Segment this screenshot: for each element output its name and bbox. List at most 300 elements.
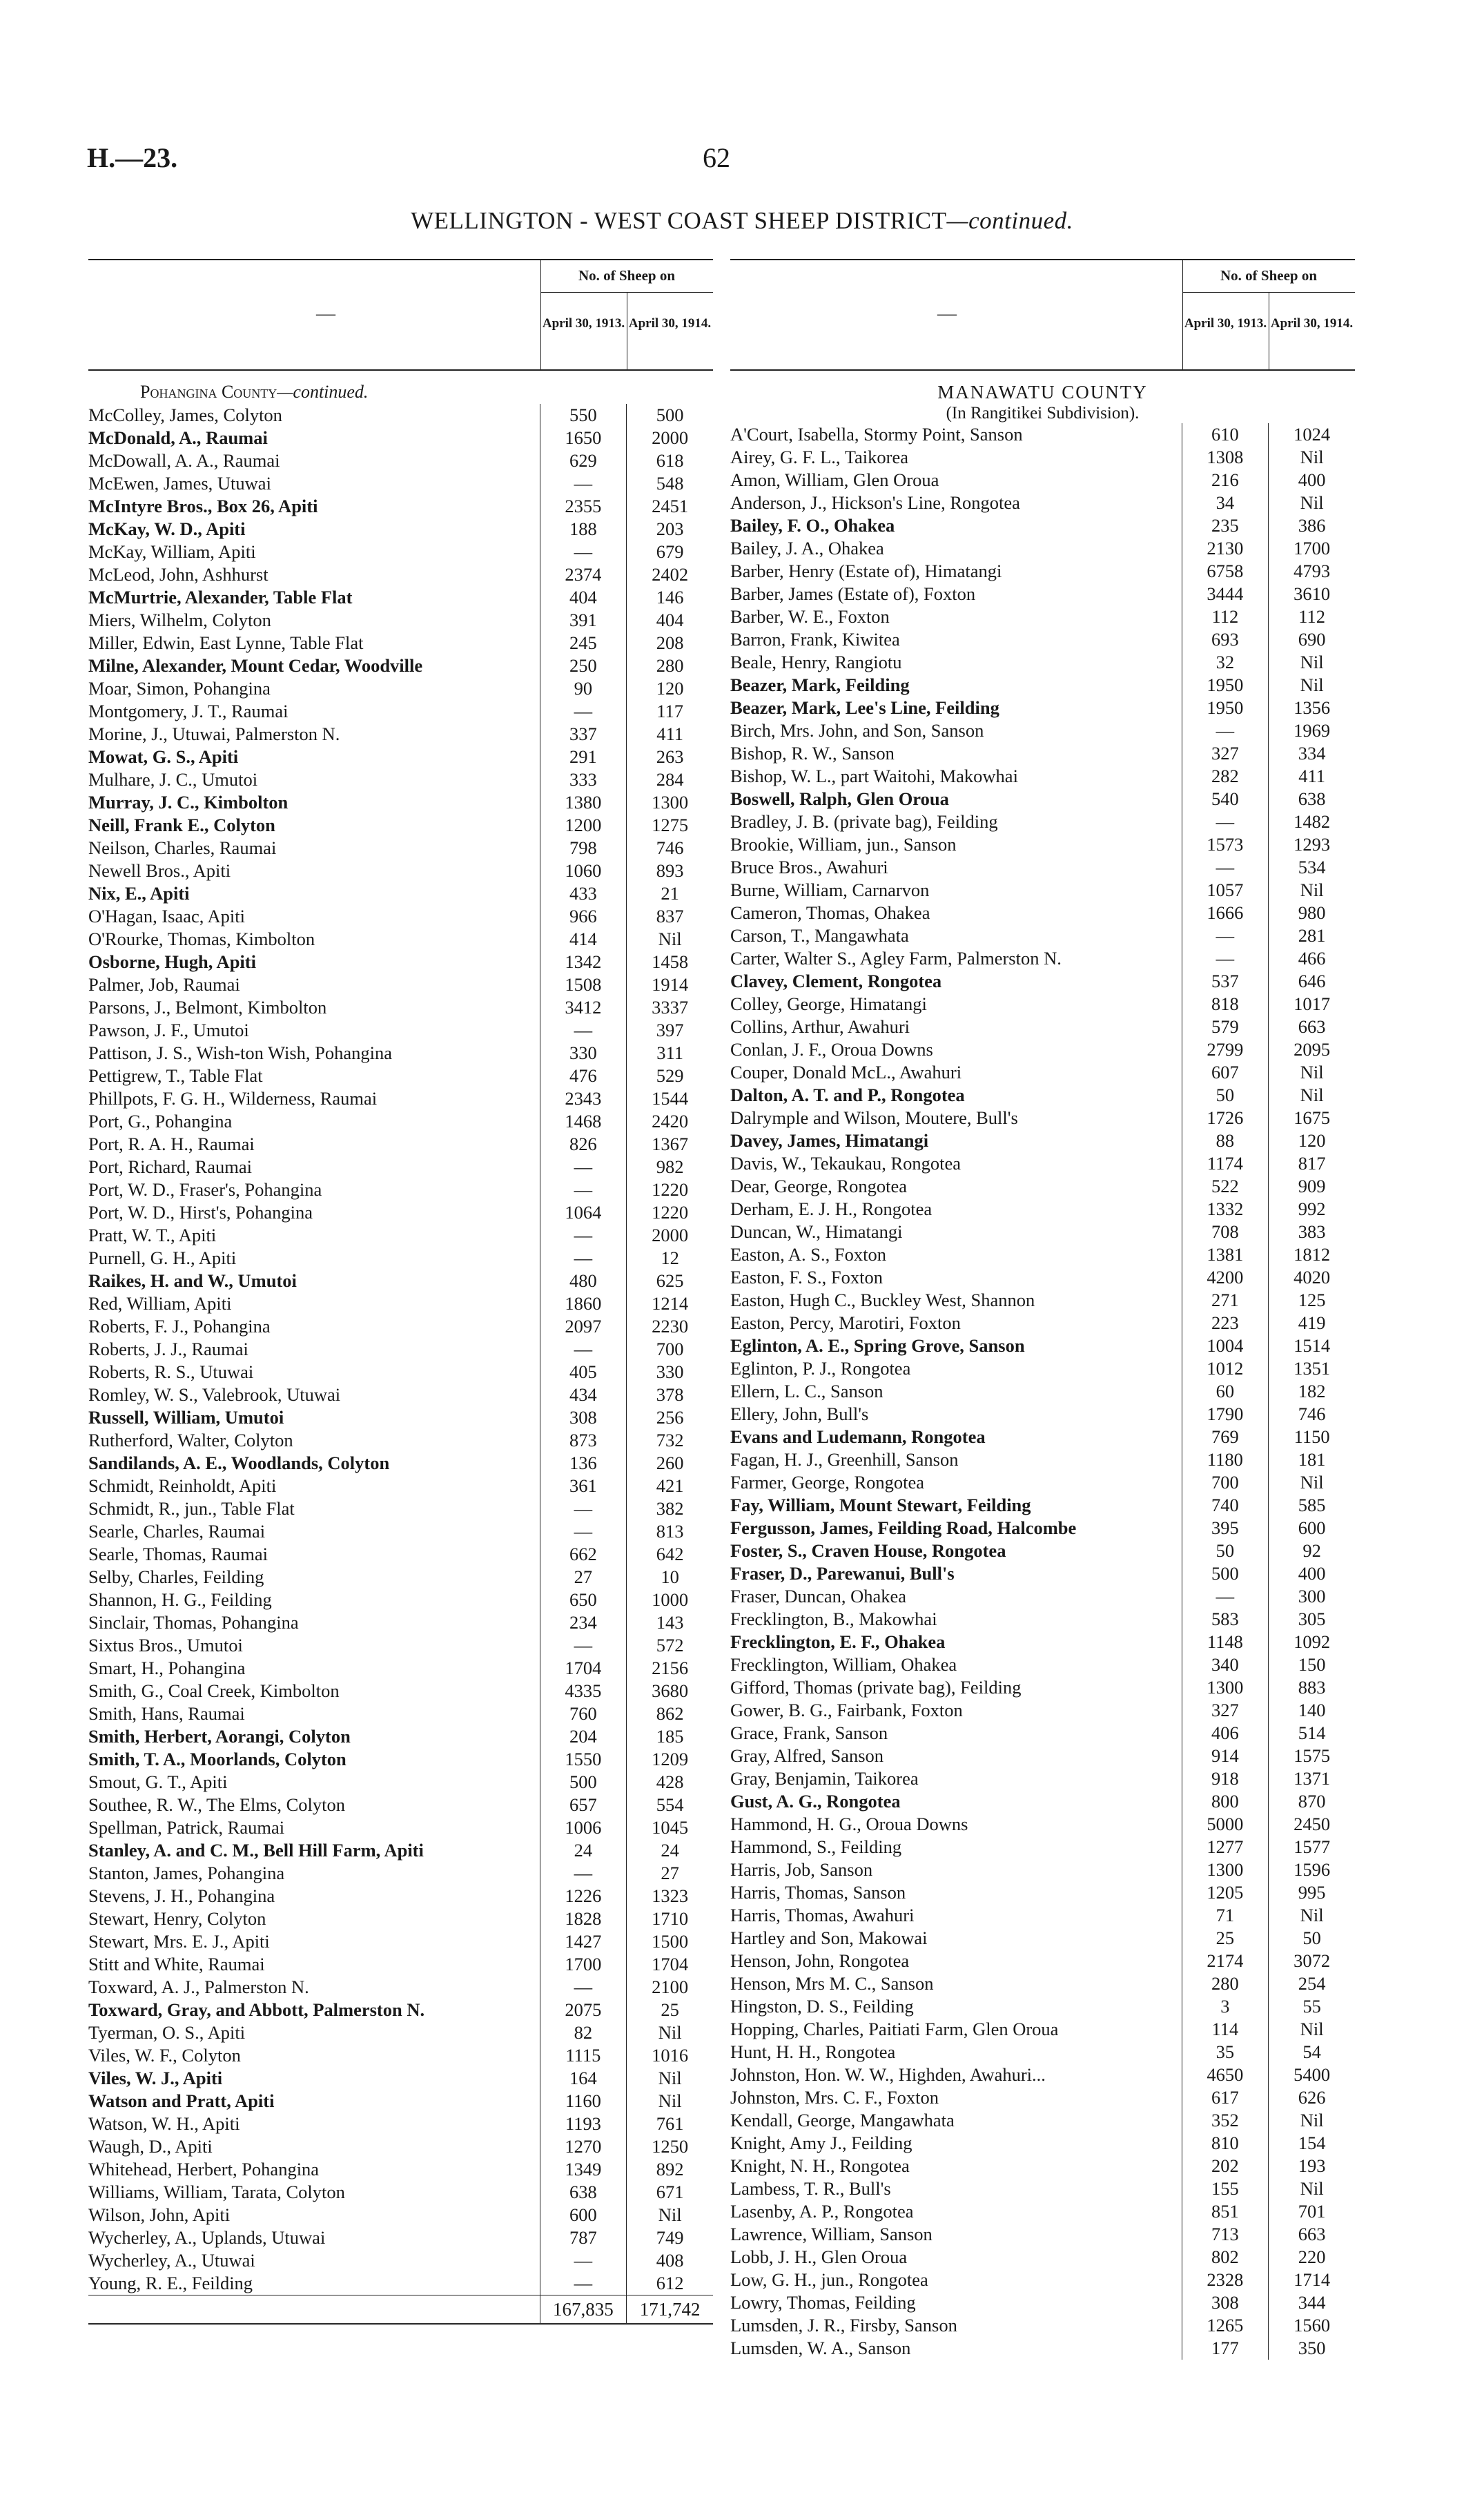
sheep-count-1914: 862	[626, 1702, 713, 1725]
owner-name-cell	[730, 651, 1182, 674]
sheep-count-1914: 514	[1268, 1722, 1355, 1745]
table-row	[730, 856, 1355, 879]
sheep-count-1913: 657	[540, 1794, 627, 1816]
owner-name: Boswell, Ralph, Glen Oroua	[730, 788, 952, 809]
left-total-row	[88, 2295, 713, 2325]
table-row	[88, 996, 713, 1019]
owner-name: Easton, Percy, Marotiri, Foxton	[730, 1312, 964, 1333]
right-header-vrule-1	[1182, 260, 1183, 369]
owner-name: Pattison, J. S., Wish-ton Wish, Pohangina	[88, 1042, 395, 1063]
owner-name-cell	[730, 1380, 1182, 1403]
left-table-header	[88, 259, 713, 371]
sheep-count-1913: —	[540, 1019, 627, 1042]
owner-name: Viles, W. F., Colyton	[88, 2045, 244, 2066]
owner-name: Derham, E. J. H., Rongotea	[730, 1198, 935, 1219]
owner-name-cell	[88, 1794, 540, 1816]
sheep-count-1914: 146	[626, 586, 713, 609]
owner-name-cell	[88, 1589, 540, 1611]
sheep-count-1913: 2355	[540, 495, 627, 518]
owner-name: Fergusson, James, Feilding Road, Halcombe	[730, 1517, 1079, 1538]
sheep-count-1914: 2402	[626, 563, 713, 586]
right-header-year-1914: April 30, 1914.	[1270, 316, 1354, 331]
owner-name-cell	[88, 928, 540, 951]
table-row	[88, 1953, 713, 1976]
sheep-count-1914: 2156	[626, 1657, 713, 1680]
sheep-count-1914: 548	[626, 472, 713, 495]
owner-name: Conlan, J. F., Oroua Downs	[730, 1039, 936, 1060]
table-row	[730, 2064, 1355, 2086]
sheep-count-1913: —	[540, 1497, 627, 1520]
sheep-count-1914: 334	[1268, 742, 1355, 765]
sheep-count-1913: 155	[1182, 2177, 1269, 2200]
sheep-count-1913: —	[1182, 719, 1269, 742]
sheep-count-1913: 88	[1182, 1129, 1269, 1152]
sheep-count-1914: 893	[626, 860, 713, 882]
table-row	[88, 404, 713, 427]
sheep-count-1914: 1300	[626, 791, 713, 814]
table-row	[730, 1221, 1355, 1243]
owner-name: Spellman, Patrick, Raumai	[88, 1817, 287, 1838]
owner-name: Gray, Alfred, Sanson	[730, 1745, 886, 1766]
owner-name: Fagan, H. J., Greenhill, Sanson	[730, 1449, 961, 1470]
owner-name: Knight, N. H., Rongotea	[730, 2155, 912, 2176]
owner-name: Smith, G., Coal Creek, Kimbolton	[88, 1680, 342, 1701]
table-row	[730, 1289, 1355, 1312]
sheep-count-1913: 216	[1182, 469, 1269, 492]
sheep-count-1913: 71	[1182, 1904, 1269, 1927]
sheep-count-1913: 352	[1182, 2109, 1269, 2132]
owner-name-cell	[88, 2226, 540, 2249]
sheep-count-1913: 308	[1182, 2291, 1269, 2314]
sheep-count-1914: 383	[1268, 1221, 1355, 1243]
sheep-count-1913: 202	[1182, 2155, 1269, 2177]
table-row	[88, 1520, 713, 1543]
owner-name-cell	[88, 860, 540, 882]
sheep-count-1913: 112	[1182, 605, 1269, 628]
owner-name-cell	[730, 492, 1182, 514]
owner-name: Lambess, T. R., Bull's	[730, 2178, 894, 2199]
sheep-count-1913: 1006	[540, 1816, 627, 1839]
table-row	[730, 1471, 1355, 1494]
owner-name-cell	[730, 924, 1182, 947]
sheep-count-1913: 787	[540, 2226, 627, 2249]
table-row	[88, 1247, 713, 1270]
sheep-count-1914: 534	[1268, 856, 1355, 879]
owner-name-cell	[730, 1403, 1182, 1426]
sheep-count-1914: 10	[626, 1566, 713, 1589]
table-row	[730, 1107, 1355, 1129]
owner-name-cell	[88, 1885, 540, 1907]
owner-name-cell	[88, 1042, 540, 1065]
sheep-count-1913: 1180	[1182, 1448, 1269, 1471]
owner-name: Pawson, J. F., Umutoi	[88, 1020, 252, 1040]
table-row	[88, 1110, 713, 1133]
owner-name-cell	[730, 947, 1182, 970]
sheep-count-1914: 386	[1268, 514, 1355, 537]
owner-name: Henson, Mrs M. C., Sanson	[730, 1973, 936, 1994]
sheep-count-1914: 311	[626, 1042, 713, 1065]
owner-name-cell	[730, 1790, 1182, 1813]
owner-name: Farmer, George, Rongotea	[730, 1472, 927, 1493]
owner-name-cell	[730, 2018, 1182, 2041]
table-row	[730, 1061, 1355, 1084]
owner-name-cell	[88, 1475, 540, 1497]
sheep-count-1914: 3072	[1268, 1950, 1355, 1972]
sheep-count-1913: 1790	[1182, 1403, 1269, 1426]
table-row	[730, 1881, 1355, 1904]
owner-name: Grace, Frank, Sanson	[730, 1722, 890, 1743]
sheep-count-1914: 55	[1268, 1995, 1355, 2018]
sheep-count-1914: 5400	[1268, 2064, 1355, 2086]
table-row	[730, 2018, 1355, 2041]
table-row	[88, 2249, 713, 2272]
sheep-count-1914: 1293	[1268, 833, 1355, 856]
sheep-count-1913: 4200	[1182, 1266, 1269, 1289]
table-row	[88, 677, 713, 700]
owner-name-cell	[88, 1452, 540, 1475]
sheep-count-1914: 1092	[1268, 1631, 1355, 1653]
owner-name: O'Rourke, Thomas, Kimbolton	[88, 929, 318, 949]
owner-name: Bishop, R. W., Sanson	[730, 743, 897, 764]
owner-name-cell	[88, 1224, 540, 1247]
owner-name-cell	[730, 2109, 1182, 2132]
owner-name: Sandilands, A. E., Woodlands, Colyton	[88, 1453, 392, 1473]
sheep-count-1913: 1573	[1182, 833, 1269, 856]
sheep-count-1914: 746	[626, 837, 713, 860]
owner-name-cell	[730, 1266, 1182, 1289]
sheep-count-1914: 1323	[626, 1885, 713, 1907]
sheep-count-1913: 708	[1182, 1221, 1269, 1243]
sheep-count-1913: 2097	[540, 1315, 627, 1338]
owner-name-cell	[88, 973, 540, 996]
owner-name: McKay, W. D., Apiti	[88, 518, 248, 539]
table-row	[88, 1042, 713, 1065]
sheep-count-1914: 1710	[626, 1907, 713, 1930]
sheep-count-1914: 992	[1268, 1198, 1355, 1221]
owner-name-cell	[88, 996, 540, 1019]
sheep-count-1914: 120	[1268, 1129, 1355, 1152]
table-row	[88, 632, 713, 654]
owner-name: O'Hagan, Isaac, Apiti	[88, 906, 248, 926]
sheep-count-1913: 1064	[540, 1201, 627, 1224]
sheep-count-1914: 400	[1268, 1562, 1355, 1585]
sheep-count-1913: 1012	[1182, 1357, 1269, 1380]
sheep-count-1913: 2174	[1182, 1950, 1269, 1972]
owner-name: Stanton, James, Pohangina	[88, 1863, 287, 1883]
table-row	[730, 605, 1355, 628]
owner-name-cell	[730, 1426, 1182, 1448]
owner-name: Davis, W., Tekaukau, Rongotea	[730, 1153, 964, 1174]
owner-name-cell	[730, 1927, 1182, 1950]
owner-name-cell	[730, 560, 1182, 583]
sheep-count-1913: 500	[1182, 1562, 1269, 1585]
sheep-count-1913: 540	[1182, 788, 1269, 810]
sheep-count-1913: 1342	[540, 951, 627, 973]
table-row	[88, 1816, 713, 1839]
owner-name: Stitt and White, Raumai	[88, 1954, 268, 1974]
owner-name: Smout, G. T., Apiti	[88, 1771, 230, 1792]
owner-name: Clavey, Clement, Rongotea	[730, 971, 944, 991]
sheep-count-1914: 208	[626, 632, 713, 654]
owner-name-cell	[88, 1748, 540, 1771]
owner-name: Neilson, Charles, Raumai	[88, 837, 279, 858]
owner-name: Gray, Benjamin, Taikorea	[730, 1768, 921, 1789]
owner-name-cell	[730, 1585, 1182, 1608]
table-row	[88, 2204, 713, 2226]
sheep-count-1914: 982	[626, 1156, 713, 1178]
right-table-header	[730, 259, 1355, 371]
owner-name-cell	[730, 2064, 1182, 2086]
sheep-count-1914: 4020	[1268, 1266, 1355, 1289]
sheep-count-1913: 4650	[1182, 2064, 1269, 2086]
owner-name-cell	[730, 2132, 1182, 2155]
sheep-count-1914: 817	[1268, 1152, 1355, 1175]
owner-name-cell	[730, 1631, 1182, 1653]
owner-name: Johnston, Mrs. C. F., Foxton	[730, 2087, 941, 2108]
sheep-count-1913: 550	[540, 404, 627, 427]
sheep-count-1914: 344	[1268, 2291, 1355, 2314]
owner-name: Barber, James (Estate of), Foxton	[730, 583, 978, 604]
owner-name: Selby, Charles, Feilding	[88, 1566, 266, 1587]
owner-name-cell	[730, 1676, 1182, 1699]
owner-name-cell	[730, 1813, 1182, 1836]
sheep-count-1914: Nil	[626, 2204, 713, 2226]
owner-name: Searle, Thomas, Raumai	[88, 1544, 271, 1564]
sheep-count-1913: 1193	[540, 2113, 627, 2135]
sheep-count-1913: 2075	[540, 1999, 627, 2021]
sheep-count-1913: 327	[1182, 1699, 1269, 1722]
owner-name: Evans and Ludemann, Rongotea	[730, 1426, 988, 1447]
owner-name: Barron, Frank, Kiwitea	[730, 629, 903, 650]
table-row	[88, 2044, 713, 2067]
sheep-count-1914: 466	[1268, 947, 1355, 970]
sheep-count-1913: 406	[1182, 1722, 1269, 1745]
sheep-count-1913: 5000	[1182, 1813, 1269, 1836]
sheep-count-1913: —	[540, 1976, 627, 1999]
owner-name: Bishop, W. L., part Waitohi, Makowhai	[730, 766, 1021, 786]
owner-name: Southee, R. W., The Elms, Colyton	[88, 1794, 348, 1815]
owner-name: McColley, James, Colyton	[88, 405, 285, 425]
owner-name: Viles, W. J., Apiti	[88, 2068, 225, 2088]
table-row	[730, 993, 1355, 1016]
sheep-count-1914: 1575	[1268, 1745, 1355, 1767]
sheep-count-1913: 34	[1182, 492, 1269, 514]
table-row	[88, 1566, 713, 1589]
owner-name: Wilson, John, Apiti	[88, 2204, 233, 2225]
right-column	[730, 259, 1355, 2360]
table-row	[730, 1608, 1355, 1631]
sheep-count-1913: 802	[1182, 2246, 1269, 2269]
owner-name: Schmidt, Reinholdt, Apiti	[88, 1475, 279, 1496]
left-header-no-of-sheep: No. of Sheep on	[578, 267, 676, 284]
table-row	[88, 563, 713, 586]
sheep-count-1914: 404	[626, 609, 713, 632]
owner-name-cell	[88, 1201, 540, 1224]
table-row	[88, 1930, 713, 1953]
sheep-count-1914: 378	[626, 1384, 713, 1406]
owner-name: Eglinton, A. E., Spring Grove, Sanson	[730, 1335, 1028, 1356]
table-row	[730, 1745, 1355, 1767]
table-row	[730, 1084, 1355, 1107]
sheep-count-1914: 1250	[626, 2135, 713, 2158]
table-row	[88, 1429, 713, 1452]
owner-name-cell	[88, 768, 540, 791]
owner-name-cell	[88, 746, 540, 768]
owner-name: Lowry, Thomas, Feilding	[730, 2292, 919, 2313]
sheep-count-1913: —	[1182, 924, 1269, 947]
sheep-count-1914: 749	[626, 2226, 713, 2249]
owner-name-cell	[730, 1107, 1182, 1129]
table-row	[730, 2086, 1355, 2109]
sheep-count-1914: Nil	[626, 2090, 713, 2113]
owner-name-cell	[88, 814, 540, 837]
owner-name: Watson, W. H., Apiti	[88, 2113, 242, 2134]
table-row	[730, 2132, 1355, 2155]
table-row	[730, 628, 1355, 651]
table-row	[730, 446, 1355, 469]
owner-name-cell	[730, 423, 1182, 446]
sheep-count-1913: 1726	[1182, 1107, 1269, 1129]
sheep-count-1914: 185	[626, 1725, 713, 1748]
owner-name: Shannon, H. G., Feilding	[88, 1589, 275, 1610]
owner-name: Port, W. D., Hirst's, Pohangina	[88, 1202, 315, 1223]
left-header-dash: —	[316, 303, 335, 324]
owner-name-cell	[730, 1972, 1182, 1995]
owner-name: Barber, Henry (Estate of), Himatangi	[730, 561, 1004, 581]
sheep-count-1914: 117	[626, 700, 713, 723]
owner-name-cell	[88, 1178, 540, 1201]
table-row	[730, 537, 1355, 560]
sheep-count-1914: 220	[1268, 2246, 1355, 2269]
table-row	[88, 2226, 713, 2249]
table-row	[88, 1087, 713, 1110]
owner-name: Moar, Simon, Pohangina	[88, 678, 273, 699]
table-row	[88, 1611, 713, 1634]
owner-name-cell	[730, 1494, 1182, 1517]
sheep-count-1913: 826	[540, 1133, 627, 1156]
owner-name: Morine, J., Utuwai, Palmerston N.	[88, 724, 342, 744]
table-row	[730, 492, 1355, 514]
table-row	[88, 1748, 713, 1771]
sheep-count-1913: 851	[1182, 2200, 1269, 2223]
sheep-count-1913: 245	[540, 632, 627, 654]
table-row	[88, 1452, 713, 1475]
owner-name: Davey, James, Himatangi	[730, 1130, 931, 1151]
sheep-count-1913: 522	[1182, 1175, 1269, 1198]
owner-name-cell	[730, 788, 1182, 810]
table-row	[88, 1475, 713, 1497]
table-row	[730, 1950, 1355, 1972]
sheep-count-1913: 1550	[540, 1748, 627, 1771]
sheep-count-1913: 798	[540, 837, 627, 860]
owner-name-cell	[730, 1881, 1182, 1904]
sheep-count-1913: 537	[1182, 970, 1269, 993]
owner-name-cell	[730, 1608, 1182, 1631]
owner-name: Frecklington, E. F., Ohakea	[730, 1631, 948, 1652]
sheep-count-1914: 54	[1268, 2041, 1355, 2064]
owner-name: McDowall, A. A., Raumai	[88, 450, 283, 471]
owner-name: Dear, George, Rongotea	[730, 1176, 910, 1196]
owner-name-cell	[88, 951, 540, 973]
owner-name-cell	[88, 791, 540, 814]
sheep-count-1913: —	[1182, 1585, 1269, 1608]
table-row	[730, 810, 1355, 833]
sheep-count-1913: 164	[540, 2067, 627, 2090]
sheep-count-1914: 837	[626, 905, 713, 928]
sheep-count-1913: 25	[1182, 1927, 1269, 1950]
table-row	[88, 495, 713, 518]
owner-name-cell	[88, 2067, 540, 2090]
left-header-year-1914: April 30, 1914.	[628, 316, 712, 331]
owner-name-cell	[730, 2291, 1182, 2314]
owner-name-cell	[730, 1995, 1182, 2018]
sheep-count-1914: 27	[626, 1862, 713, 1885]
table-row	[88, 882, 713, 905]
owner-name-cell	[730, 2269, 1182, 2291]
table-row	[730, 1517, 1355, 1540]
owner-name: Hammond, H. G., Oroua Downs	[730, 1814, 970, 1834]
table-row	[730, 1494, 1355, 1517]
table-row	[730, 651, 1355, 674]
table-row	[88, 1907, 713, 1930]
table-row	[88, 746, 713, 768]
table-row	[88, 1156, 713, 1178]
owner-name: Wycherley, A., Uplands, Utuwai	[88, 2227, 328, 2248]
owner-name: Cameron, Thomas, Ohakea	[730, 902, 933, 923]
owner-name: Birch, Mrs. John, and Son, Sanson	[730, 720, 986, 741]
sheep-count-1914: 50	[1268, 1927, 1355, 1950]
left-rows	[88, 404, 713, 2295]
sheep-count-1914: 1351	[1268, 1357, 1355, 1380]
owner-name: Easton, Hugh C., Buckley West, Shannon	[730, 1290, 1037, 1310]
table-row	[88, 860, 713, 882]
owner-name: Foster, S., Craven House, Rongotea	[730, 1540, 1008, 1561]
table-row	[730, 833, 1355, 856]
table-row	[88, 1361, 713, 1384]
owner-name-cell	[88, 427, 540, 449]
sheep-count-1914: 2095	[1268, 1038, 1355, 1061]
sheep-count-1914: 1209	[626, 1748, 713, 1771]
table-row	[730, 1152, 1355, 1175]
owner-name-cell	[88, 449, 540, 472]
sheep-count-1913: 1205	[1182, 1881, 1269, 1904]
owner-name: Anderson, J., Hickson's Line, Rongotea	[730, 492, 1023, 513]
table-row	[730, 1722, 1355, 1745]
table-row	[88, 1133, 713, 1156]
owner-name-cell	[730, 469, 1182, 492]
owner-name: Bradley, J. B. (private bag), Feilding	[730, 811, 1001, 832]
table-row	[88, 2113, 713, 2135]
sheep-count-1914: 1000	[626, 1589, 713, 1611]
sheep-count-1913: 1332	[1182, 1198, 1269, 1221]
sheep-count-1914: 700	[626, 1338, 713, 1361]
owner-name-cell	[88, 518, 540, 541]
table-row	[88, 1315, 713, 1338]
page-title	[0, 207, 1484, 235]
owner-name-cell	[88, 1497, 540, 1520]
sheep-count-1914: 1544	[626, 1087, 713, 1110]
owner-name: Port, Richard, Raumai	[88, 1156, 255, 1177]
owner-name: Tyerman, O. S., Apiti	[88, 2022, 248, 2043]
table-row	[730, 742, 1355, 765]
owner-name: Smith, T. A., Moorlands, Colyton	[88, 1749, 349, 1769]
owner-name: Harris, Thomas, Sanson	[730, 1882, 908, 1903]
sheep-count-1914: 883	[1268, 1676, 1355, 1699]
owner-name-cell	[88, 2135, 540, 2158]
owner-name: Rutherford, Walter, Colyton	[88, 1430, 296, 1450]
table-row	[730, 765, 1355, 788]
left-section-name: Pohangina County	[140, 382, 277, 402]
